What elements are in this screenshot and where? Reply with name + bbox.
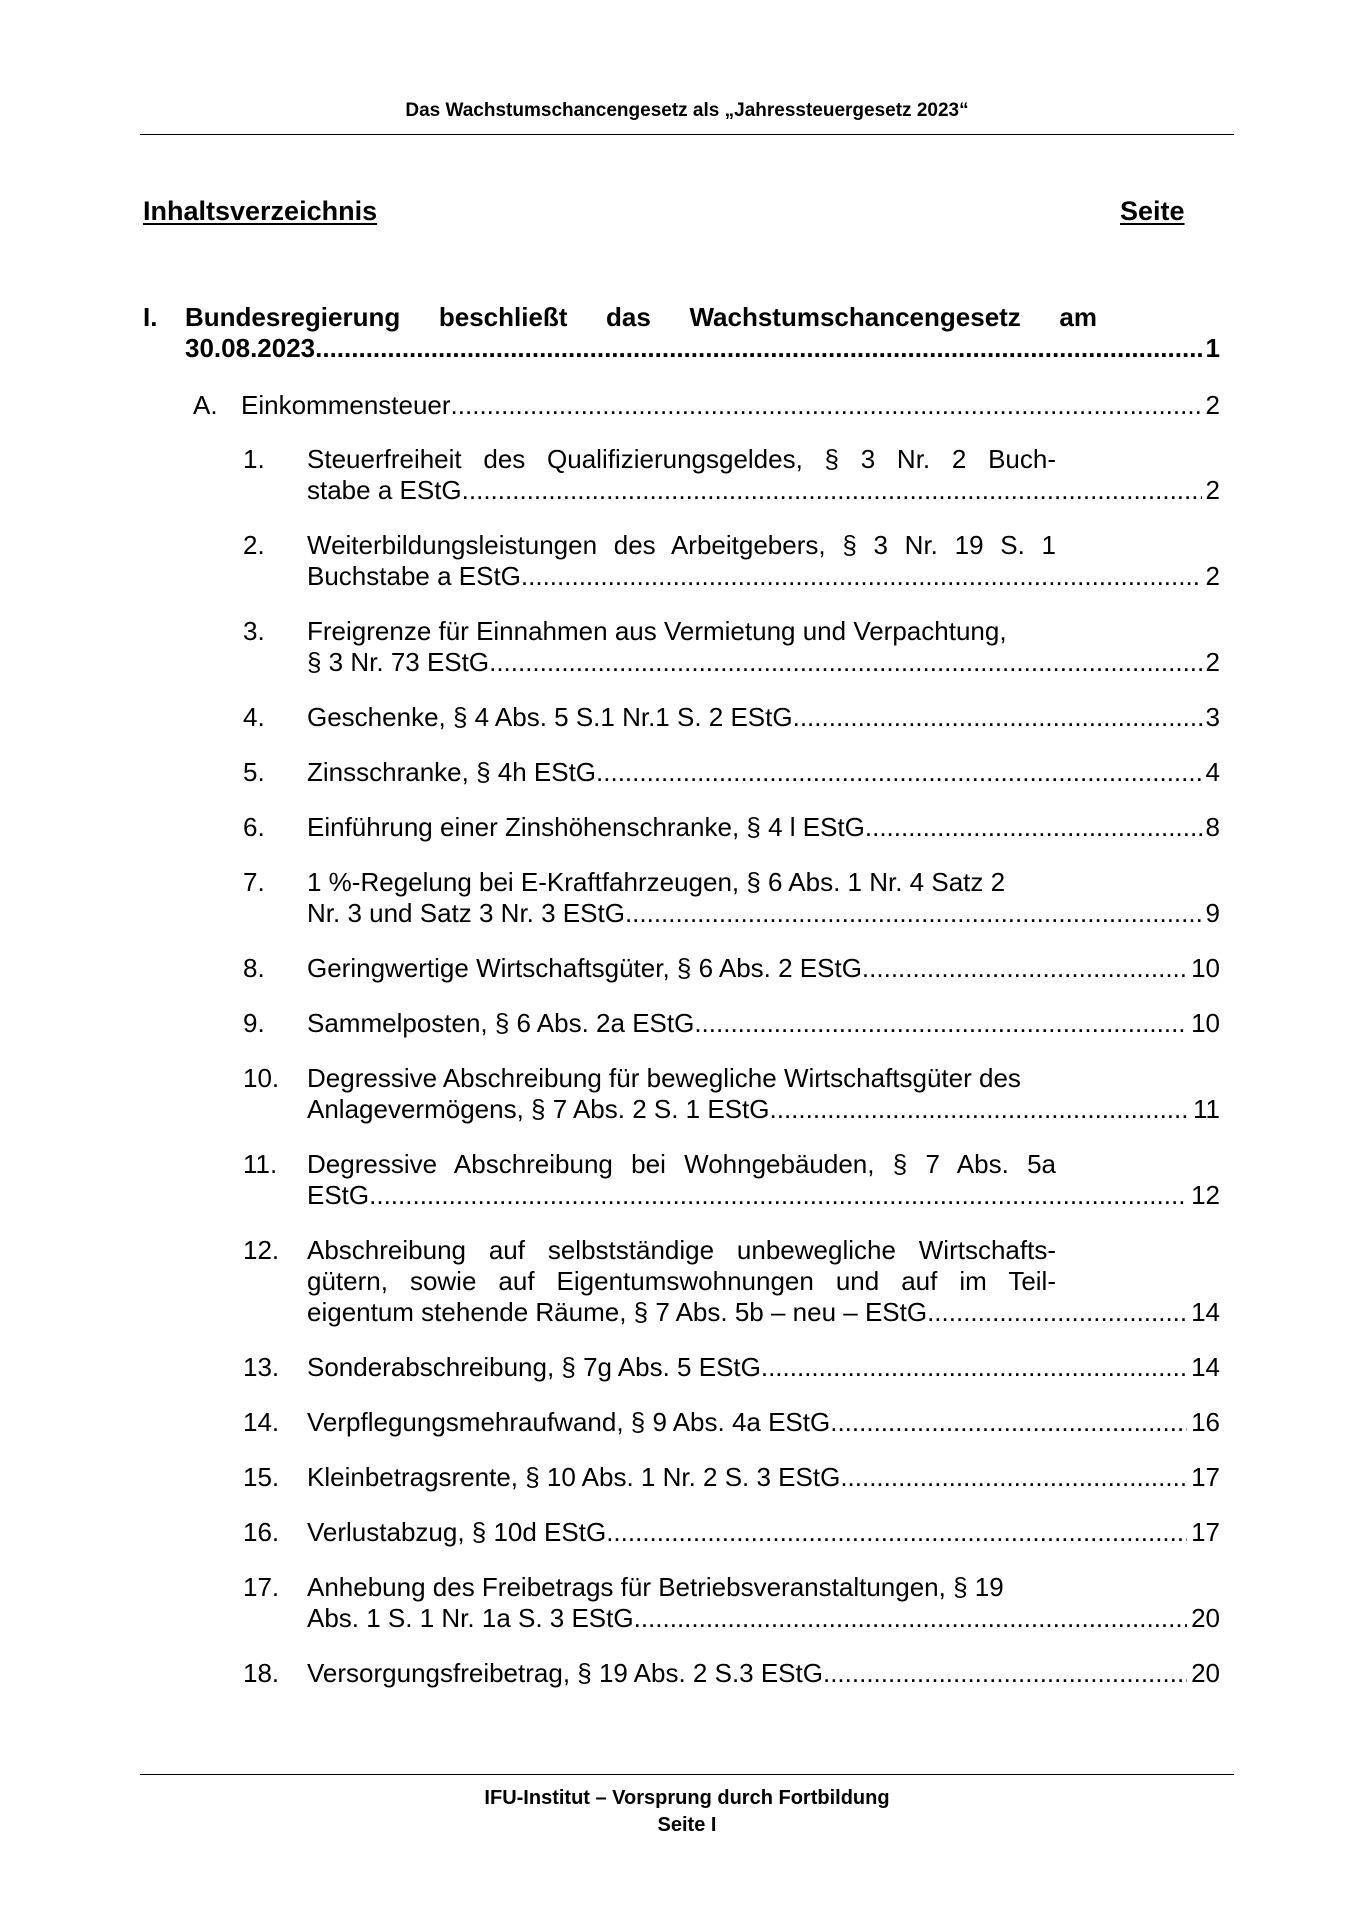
dot-leader [927,1297,1187,1328]
toc-item-title-line1: Degressive Abschreibung für bewegliche Wirtschaftsgüter des [307,1063,1021,1093]
toc-item-leader [307,1658,1220,1689]
toc-item-title-line2: gütern, sowie auf Eigentumswohnungen und auf im Teil- [307,1266,1056,1296]
toc-item-page: 2 [1205,647,1220,677]
toc-item-18[interactable] [243,1658,1220,1689]
toc-item-page: 8 [1205,812,1220,842]
toc-item-7[interactable] [243,867,1220,929]
toc-item-leader [307,1297,1220,1328]
toc-item-page: 14 [1191,1297,1220,1327]
dot-leader [694,1008,1187,1039]
toc-subsection-number: A. [193,390,218,420]
toc-item-number: 2. [243,530,265,560]
toc-item-number: 6. [243,812,265,842]
toc-item-leader [307,1517,1220,1548]
toc-section-leader [185,333,1220,364]
toc-item-page: 14 [1191,1352,1220,1382]
toc-item-title: Versorgungsfreibetrag, § 19 Abs. 2 S.3 EStG [307,1658,823,1688]
toc-item-leader [307,1094,1220,1125]
toc-item-leader [307,475,1220,506]
toc-item-page: 11 [1193,1094,1220,1124]
toc-item-12[interactable] [243,1235,1220,1328]
dot-leader [634,1603,1187,1634]
toc-item-title-line1: Weiterbildungsleistungen des Arbeitgebers, § 3 Nr. 19 S. 1 [307,530,1056,560]
toc-item-leader [307,1352,1220,1383]
toc-item-leader [307,953,1220,984]
toc-item-number: 16. [243,1517,280,1547]
running-header: Das Wachstumschancengesetz als „Jahressteuergesetz 2023“ [405,100,969,121]
toc-item-title: Abs. 1 S. 1 Nr. 1a S. 3 EStG [307,1603,634,1633]
toc-item-title-line1: Degressive Abschreibung bei Wohngebäuden, § 7 Abs. 5a [307,1149,1056,1179]
dot-leader [862,953,1187,984]
toc-item-title-line1: Steuerfreiheit des Qualifizierungsgeldes, § 3 Nr. 2 Buch- [307,444,1056,474]
toc-item-title: Nr. 3 und Satz 3 Nr. 3 EStG [307,898,625,928]
toc-item-leader [307,812,1220,843]
toc-item-6[interactable] [243,812,1220,843]
toc-item-1[interactable] [243,444,1220,506]
toc-item-page: 10 [1191,953,1220,983]
toc-section-title-line1: Bundesregierung beschließt das Wachstumschancengesetz am [185,302,1097,332]
toc-item-11[interactable] [243,1149,1220,1211]
toc-subsection-leader [241,390,1220,421]
toc-section-page: 1 [1205,333,1220,363]
toc-item-number: 7. [243,867,265,897]
toc-item-3[interactable] [243,616,1220,678]
toc-item-number: 14. [243,1407,280,1437]
toc-item-page: 3 [1205,702,1220,732]
toc-item-leader [307,1180,1220,1211]
dot-leader [625,898,1202,929]
toc-item-page: 17 [1191,1462,1220,1492]
toc-item-number: 1. [243,444,265,474]
toc-item-number: 12. [243,1235,280,1265]
toc-item-title: stabe a EStG [307,475,462,505]
toc-item-page: 12 [1191,1180,1220,1210]
toc-item-5[interactable] [243,757,1220,788]
page-column-heading: Seite [1120,196,1185,226]
toc-item-number: 10. [243,1063,280,1093]
toc-item-page: 20 [1191,1603,1220,1633]
toc-item-page: 2 [1205,475,1220,505]
toc-item-title: Kleinbetragsrente, § 10 Abs. 1 Nr. 2 S. 3 EStG [307,1462,841,1492]
toc-item-number: 8. [243,953,265,983]
toc-item-number: 18. [243,1658,280,1688]
toc-item-15[interactable] [243,1462,1220,1493]
dot-leader [761,1352,1187,1383]
toc-item-4[interactable] [243,702,1220,733]
toc-item-number: 3. [243,616,265,646]
toc-item-title: Sammelposten, § 6 Abs. 2a EStG [307,1008,695,1038]
toc-item-16[interactable] [243,1517,1220,1548]
toc-item-title: § 3 Nr. 73 EStG [307,647,490,677]
toc-item-number: 13. [243,1352,280,1382]
toc-section-entry[interactable] [143,302,1220,364]
toc-item-14[interactable] [243,1407,1220,1438]
dot-leader [596,757,1202,788]
dot-leader [830,1407,1187,1438]
dot-leader [823,1658,1187,1689]
toc-item-page: 4 [1205,757,1220,787]
toc-item-10[interactable] [243,1063,1220,1125]
toc-item-number: 15. [243,1462,280,1492]
footer-institute: IFU-Institut – Vorsprung durch Fortbildung [484,1787,890,1809]
dot-leader [451,390,1202,421]
toc-item-title: eigentum stehende Räume, § 7 Abs. 5b – neu – EStG [307,1297,928,1327]
toc-item-leader [307,1603,1220,1634]
toc-item-number: 4. [243,702,265,732]
toc-item-number: 5. [243,757,265,787]
toc-item-page: 16 [1191,1407,1220,1437]
dot-leader [793,702,1202,733]
dot-leader [840,1462,1187,1493]
dot-leader [606,1517,1187,1548]
toc-item-leader [307,561,1220,592]
toc-section-title-line2: 30.08.2023 [185,333,316,363]
toc-item-page: 17 [1191,1517,1220,1547]
toc-subsection-title: Einkommensteuer [241,390,451,420]
toc-item-leader [307,757,1220,788]
toc-item-17[interactable] [243,1572,1220,1634]
dot-leader [369,1180,1187,1211]
toc-item-title: Zinsschranke, § 4h EStG [307,757,597,787]
toc-subsection-entry[interactable] [193,390,1220,421]
toc-item-13[interactable] [243,1352,1220,1383]
toc-item-8[interactable] [243,953,1220,984]
header-rule [140,134,1234,135]
toc-item-page: 2 [1205,561,1220,591]
toc-item-title-line1: 1 %-Regelung bei E-Kraftfahrzeugen, § 6 Abs. 1 Nr. 4 Satz 2 [307,867,1006,897]
toc-item-title: Buchstabe a EStG [307,561,521,591]
toc-item-leader [307,702,1220,733]
toc-item-title: Verlustabzug, § 10d EStG [307,1517,607,1547]
footer-rule [140,1774,1234,1775]
toc-item-title: Einführung einer Zinshöhenschranke, § 4 l EStG [307,812,865,842]
dot-leader [315,333,1201,364]
toc-item-title: Geschenke, § 4 Abs. 5 S.1 Nr.1 S. 2 EStG [307,702,793,732]
toc-item-page: 9 [1205,898,1220,928]
toc-section-number: I. [143,302,158,332]
toc-item-title: Anlagevermögens, § 7 Abs. 2 S. 1 EStG [307,1094,770,1124]
toc-item-title-line1: Abschreibung auf selbstständige unbewegliche Wirtschafts- [307,1235,1056,1265]
toc-item-leader [307,1008,1220,1039]
dot-leader [770,1094,1190,1125]
toc-item-title-line1: Anhebung des Freibetrags für Betriebsveranstaltungen, § 19 [307,1572,1004,1602]
toc-item-page: 10 [1191,1008,1220,1038]
toc-item-leader [307,647,1220,678]
toc-subsection-page: 2 [1205,390,1220,420]
toc-item-leader [307,1407,1220,1438]
dot-leader [489,647,1201,678]
dot-leader [521,561,1202,592]
toc-heading: Inhaltsverzeichnis [143,196,378,226]
toc-item-leader [307,1462,1220,1493]
footer-page-number: Seite I [657,1814,717,1836]
toc-item-9[interactable] [243,1008,1220,1039]
toc-item-title-line1: Freigrenze für Einnahmen aus Vermietung und Verpachtung, [307,616,1007,646]
toc-item-title: Verpflegungsmehraufwand, § 9 Abs. 4a EStG [307,1407,831,1437]
toc-item-number: 17. [243,1572,280,1602]
toc-item-leader [307,898,1220,929]
toc-item-number: 11. [243,1149,278,1179]
toc-item-2[interactable] [243,530,1220,592]
toc-item-title: Geringwertige Wirtschaftsgüter, § 6 Abs. 2 EStG [307,953,862,983]
toc-item-title: Sonderabschreibung, § 7g Abs. 5 EStG [307,1352,761,1382]
toc-item-page: 20 [1191,1658,1220,1688]
toc-item-title: EStG [307,1180,370,1210]
toc-item-number: 9. [243,1008,265,1038]
dot-leader [462,475,1202,506]
dot-leader [865,812,1202,843]
